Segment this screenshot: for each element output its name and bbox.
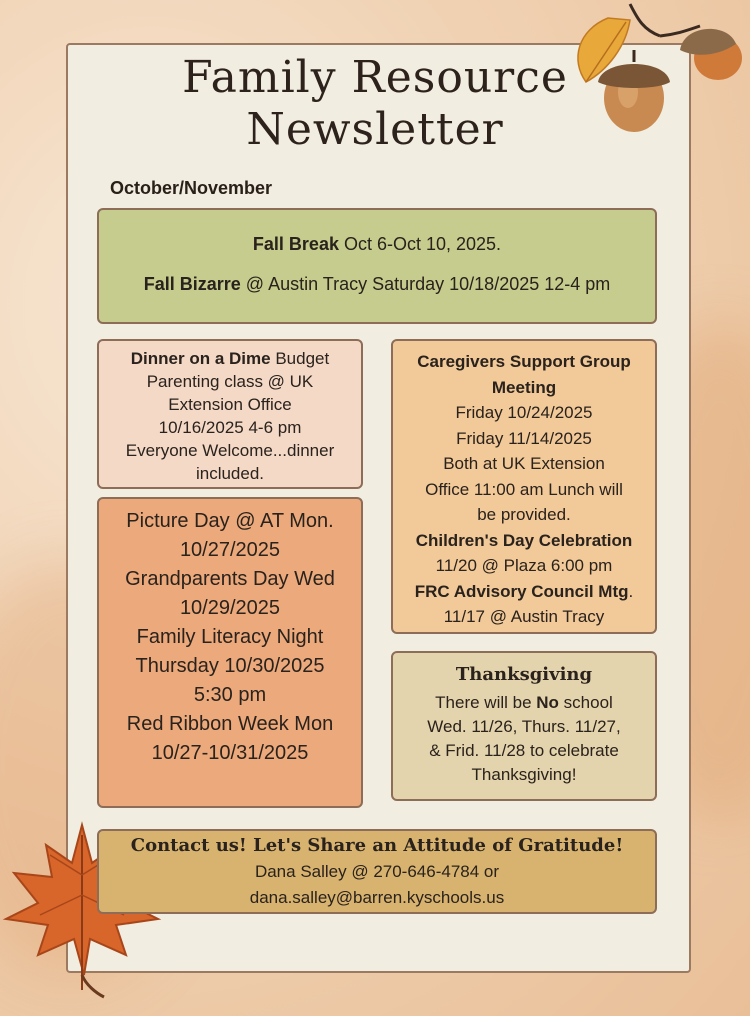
page-title: [110, 52, 640, 156]
thanksgiving-post: school: [558, 693, 613, 712]
caregivers-box: [391, 339, 657, 634]
dinner-line: Everyone Welcome...dinner: [125, 441, 335, 460]
events-box: [97, 497, 363, 808]
frc-text: 11/17 @ Austin Tracy: [443, 607, 605, 626]
fall-bizarre-label: Fall Bizarre: [143, 274, 241, 294]
thanksgiving-line: & Frid. 11/28 to celebrate: [429, 741, 619, 760]
caregivers-line: Friday 11/14/2025: [456, 428, 592, 448]
caregivers-line: Office 11:00 am Lunch will: [425, 479, 623, 499]
thanksgiving-line: Wed. 11/26, Thurs. 11/27,: [427, 717, 621, 736]
date-subtitle: October/November: [110, 178, 273, 198]
dinner-line: Extension Office: [168, 395, 292, 414]
caregivers-heading-2: Meeting: [491, 377, 557, 397]
dinner-on-a-dime-box: [97, 339, 363, 489]
frc-period: .: [628, 581, 634, 601]
event-line: 10/27-10/31/2025: [151, 742, 309, 764]
childrens-day-text: 11/20 @ Plaza 6:00 pm: [435, 556, 613, 575]
thanksgiving-box: [391, 651, 657, 801]
caregivers-heading: Caregivers Support Group: [417, 352, 631, 371]
caregivers-line: Both at UK Extension: [443, 454, 605, 473]
dinner-line: 10/16/2025 4-6 pm: [158, 418, 302, 437]
event-line: Picture Day @ AT Mon.: [126, 510, 334, 532]
childrens-day-heading: Children's Day Celebration: [415, 530, 633, 550]
event-line: 10/29/2025: [179, 597, 281, 619]
dinner-line: included.: [195, 464, 265, 483]
dinner-label: Dinner on a Dime: [130, 349, 271, 368]
fall-bizarre-line: [99, 274, 655, 295]
contact-box: [97, 829, 657, 914]
dinner-text: Budget: [270, 349, 330, 368]
event-line: 5:30 pm: [193, 684, 267, 706]
event-line: Grandparents Day Wed: [125, 568, 335, 590]
contact-phone: Dana Salley @ 270-646-4784 or: [254, 862, 500, 881]
contact-email[interactable]: dana.salley@barren.kyschools.us: [249, 888, 505, 907]
title-line-2: Newsletter: [246, 104, 504, 155]
event-line: Family Literacy Night: [136, 626, 324, 648]
event-line: Thursday 10/30/2025: [135, 655, 325, 677]
event-line: 10/27/2025: [179, 539, 281, 561]
thanksgiving-no: No: [536, 693, 559, 712]
event-line: Red Ribbon Week Mon: [126, 713, 334, 735]
fall-break-line: [99, 234, 655, 255]
fall-break-label: Fall Break: [252, 234, 339, 254]
thanksgiving-heading: Thanksgiving: [455, 664, 593, 685]
thanksgiving-pre: There will be: [435, 693, 537, 712]
dinner-line: Parenting class @ UK: [146, 372, 314, 391]
frc-heading: FRC Advisory Council Mtg: [414, 581, 629, 601]
title-line-1: Family Resource: [182, 52, 568, 103]
thanksgiving-line: Thanksgiving!: [471, 765, 577, 784]
fall-break-text: Oct 6-Oct 10, 2025.: [338, 234, 502, 254]
fall-dates-banner: [97, 208, 657, 324]
contact-heading: Contact us! Let's Share an Attitude of Gratitude!: [130, 835, 624, 856]
caregivers-line: Friday 10/24/2025: [455, 403, 593, 422]
caregivers-line: be provided.: [477, 505, 571, 524]
fall-bizarre-text: @ Austin Tracy Saturday 10/18/2025 12-4 pm: [240, 274, 611, 294]
